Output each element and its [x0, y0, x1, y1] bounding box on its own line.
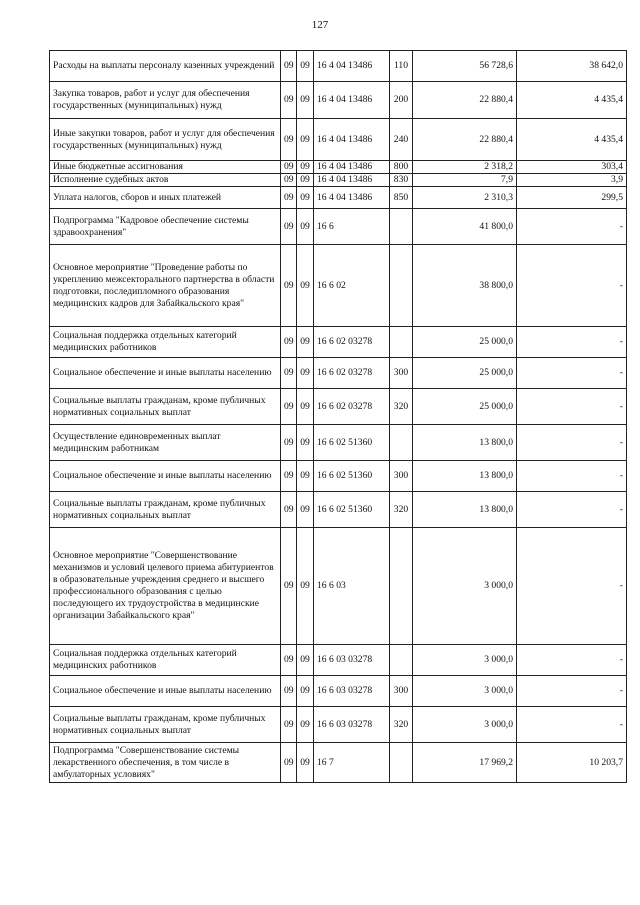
row-subsection: 09 [297, 82, 314, 119]
table-body [50, 51, 627, 783]
row-subsection: 09 [297, 327, 314, 358]
row-expense-type: 800 [390, 161, 413, 174]
row-amount-2: - [517, 528, 627, 645]
row-amount-1: 17 969,2 [413, 743, 517, 783]
row-expense-type [390, 245, 413, 327]
row-amount-1: 3 000,0 [413, 528, 517, 645]
row-expense-type: 320 [390, 389, 413, 425]
row-section: 09 [281, 209, 297, 245]
row-expense-type: 200 [390, 82, 413, 119]
row-amount-2: - [517, 327, 627, 358]
row-amount-1: 38 800,0 [413, 245, 517, 327]
row-expense-type: 240 [390, 119, 413, 161]
row-expense-type [390, 645, 413, 676]
row-target-code: 16 6 02 51360 [314, 461, 390, 492]
row-expense-type [390, 209, 413, 245]
table-row [50, 51, 627, 82]
row-amount-2: - [517, 645, 627, 676]
row-subsection: 09 [297, 492, 314, 528]
row-name: Социальные выплаты гражданам, кроме публичных нормативных социальных выплат [50, 707, 281, 743]
row-name: Подпрограмма "Кадровое обеспечение системы здравоохранения" [50, 209, 281, 245]
row-subsection: 09 [297, 51, 314, 82]
row-target-code: 16 6 02 03278 [314, 327, 390, 358]
row-expense-type: 300 [390, 676, 413, 707]
row-target-code: 16 6 03 03278 [314, 645, 390, 676]
row-section: 09 [281, 425, 297, 461]
row-section: 09 [281, 119, 297, 161]
row-amount-1: 22 880,4 [413, 82, 517, 119]
table-row [50, 743, 627, 783]
row-name: Уплата налогов, сборов и иных платежей [50, 187, 281, 209]
row-section: 09 [281, 245, 297, 327]
table-row [50, 425, 627, 461]
row-amount-1: 3 000,0 [413, 676, 517, 707]
table-row [50, 389, 627, 425]
row-name: Социальные выплаты гражданам, кроме публичных нормативных социальных выплат [50, 492, 281, 528]
row-amount-1: 2 318,2 [413, 161, 517, 174]
row-subsection: 09 [297, 676, 314, 707]
row-subsection: 09 [297, 707, 314, 743]
row-target-code: 16 6 [314, 209, 390, 245]
row-amount-2: 4 435,4 [517, 119, 627, 161]
row-expense-type: 300 [390, 358, 413, 389]
row-amount-2: - [517, 209, 627, 245]
row-subsection: 09 [297, 358, 314, 389]
row-expense-type: 850 [390, 187, 413, 209]
table-row [50, 492, 627, 528]
row-amount-1: 22 880,4 [413, 119, 517, 161]
row-expense-type [390, 425, 413, 461]
row-section: 09 [281, 51, 297, 82]
row-name: Иные бюджетные ассигнования [50, 161, 281, 174]
row-target-code: 16 4 04 13486 [314, 119, 390, 161]
row-target-code: 16 4 04 13486 [314, 187, 390, 209]
table-row [50, 645, 627, 676]
row-subsection: 09 [297, 461, 314, 492]
table-row [50, 461, 627, 492]
table-row [50, 174, 627, 187]
row-section: 09 [281, 358, 297, 389]
table-row [50, 82, 627, 119]
row-amount-2: - [517, 358, 627, 389]
row-amount-2: - [517, 707, 627, 743]
row-section: 09 [281, 707, 297, 743]
row-subsection: 09 [297, 743, 314, 783]
row-section: 09 [281, 389, 297, 425]
row-subsection: 09 [297, 119, 314, 161]
row-name: Подпрограмма "Совершенствование системы лекарственного обеспечения, в том числе в амбулаторных условиях" [50, 743, 281, 783]
table-row [50, 209, 627, 245]
table-row [50, 707, 627, 743]
row-amount-2: - [517, 492, 627, 528]
row-subsection: 09 [297, 174, 314, 187]
row-name: Социальная поддержка отдельных категорий медицинских работников [50, 327, 281, 358]
row-amount-1: 56 728,6 [413, 51, 517, 82]
row-subsection: 09 [297, 645, 314, 676]
row-target-code: 16 4 04 13486 [314, 174, 390, 187]
row-amount-2: - [517, 676, 627, 707]
row-amount-1: 3 000,0 [413, 707, 517, 743]
row-section: 09 [281, 174, 297, 187]
row-subsection: 09 [297, 528, 314, 645]
row-target-code: 16 6 02 51360 [314, 425, 390, 461]
row-subsection: 09 [297, 245, 314, 327]
row-name: Основное мероприятие "Совершенствование механизмов и условий целевого приема абитуриентов в образовательные учреждения среднего и высшего профессионального образования с целью последующего их трудоустройства в медицинские организации Забайкальского края" [50, 528, 281, 645]
row-section: 09 [281, 82, 297, 119]
row-amount-2: 303,4 [517, 161, 627, 174]
row-expense-type: 320 [390, 492, 413, 528]
row-amount-1: 13 800,0 [413, 425, 517, 461]
row-target-code: 16 6 02 03278 [314, 389, 390, 425]
row-name: Социальная поддержка отдельных категорий медицинских работников [50, 645, 281, 676]
row-amount-2: - [517, 425, 627, 461]
row-amount-1: 25 000,0 [413, 358, 517, 389]
row-section: 09 [281, 528, 297, 645]
row-name: Закупка товаров, работ и услуг для обеспечения государственных (муниципальных) нужд [50, 82, 281, 119]
row-target-code: 16 6 03 03278 [314, 676, 390, 707]
row-target-code: 16 6 03 [314, 528, 390, 645]
row-name: Социальные выплаты гражданам, кроме публичных нормативных социальных выплат [50, 389, 281, 425]
row-subsection: 09 [297, 389, 314, 425]
row-section: 09 [281, 187, 297, 209]
row-amount-2: 4 435,4 [517, 82, 627, 119]
row-expense-type: 830 [390, 174, 413, 187]
row-section: 09 [281, 461, 297, 492]
budget-table [49, 50, 627, 783]
row-target-code: 16 4 04 13486 [314, 161, 390, 174]
row-section: 09 [281, 645, 297, 676]
row-name: Исполнение судебных актов [50, 174, 281, 187]
page-number: 127 [311, 19, 329, 31]
table-row [50, 327, 627, 358]
row-target-code: 16 6 02 [314, 245, 390, 327]
row-amount-2: - [517, 245, 627, 327]
row-subsection: 09 [297, 209, 314, 245]
row-amount-2: - [517, 461, 627, 492]
row-amount-1: 7,9 [413, 174, 517, 187]
row-expense-type: 300 [390, 461, 413, 492]
row-expense-type [390, 327, 413, 358]
row-expense-type [390, 743, 413, 783]
row-amount-1: 13 800,0 [413, 461, 517, 492]
row-section: 09 [281, 161, 297, 174]
row-subsection: 09 [297, 425, 314, 461]
row-name: Социальное обеспечение и иные выплаты населению [50, 358, 281, 389]
table-row [50, 528, 627, 645]
row-amount-2: - [517, 389, 627, 425]
row-amount-1: 25 000,0 [413, 389, 517, 425]
row-expense-type: 320 [390, 707, 413, 743]
row-amount-2: 38 642,0 [517, 51, 627, 82]
row-section: 09 [281, 743, 297, 783]
row-target-code: 16 4 04 13486 [314, 82, 390, 119]
row-name: Социальное обеспечение и иные выплаты населению [50, 461, 281, 492]
row-expense-type: 110 [390, 51, 413, 82]
table-row [50, 187, 627, 209]
table-row [50, 161, 627, 174]
row-subsection: 09 [297, 161, 314, 174]
table-row [50, 119, 627, 161]
row-name: Иные закупки товаров, работ и услуг для обеспечения государственных (муниципальных) нужд [50, 119, 281, 161]
row-target-code: 16 6 03 03278 [314, 707, 390, 743]
row-amount-2: 299,5 [517, 187, 627, 209]
row-target-code: 16 4 04 13486 [314, 51, 390, 82]
row-amount-1: 2 310,3 [413, 187, 517, 209]
row-amount-1: 41 800,0 [413, 209, 517, 245]
row-amount-1: 25 000,0 [413, 327, 517, 358]
row-subsection: 09 [297, 187, 314, 209]
table-row [50, 676, 627, 707]
row-name: Социальное обеспечение и иные выплаты населению [50, 676, 281, 707]
row-target-code: 16 6 02 03278 [314, 358, 390, 389]
row-amount-2: 3,9 [517, 174, 627, 187]
row-name: Расходы на выплаты персоналу казенных учреждений [50, 51, 281, 82]
row-amount-1: 3 000,0 [413, 645, 517, 676]
table-row [50, 358, 627, 389]
row-expense-type [390, 528, 413, 645]
row-amount-1: 13 800,0 [413, 492, 517, 528]
row-name: Осуществление единовременных выплат медицинским работникам [50, 425, 281, 461]
table-row [50, 245, 627, 327]
row-name: Основное мероприятие "Проведение работы по укреплению межсекторального партнерства в области подготовки, последипломного образования медицинских кадров для Забайкальского края" [50, 245, 281, 327]
row-amount-2: 10 203,7 [517, 743, 627, 783]
row-target-code: 16 6 02 51360 [314, 492, 390, 528]
row-target-code: 16 7 [314, 743, 390, 783]
row-section: 09 [281, 327, 297, 358]
row-section: 09 [281, 676, 297, 707]
row-section: 09 [281, 492, 297, 528]
